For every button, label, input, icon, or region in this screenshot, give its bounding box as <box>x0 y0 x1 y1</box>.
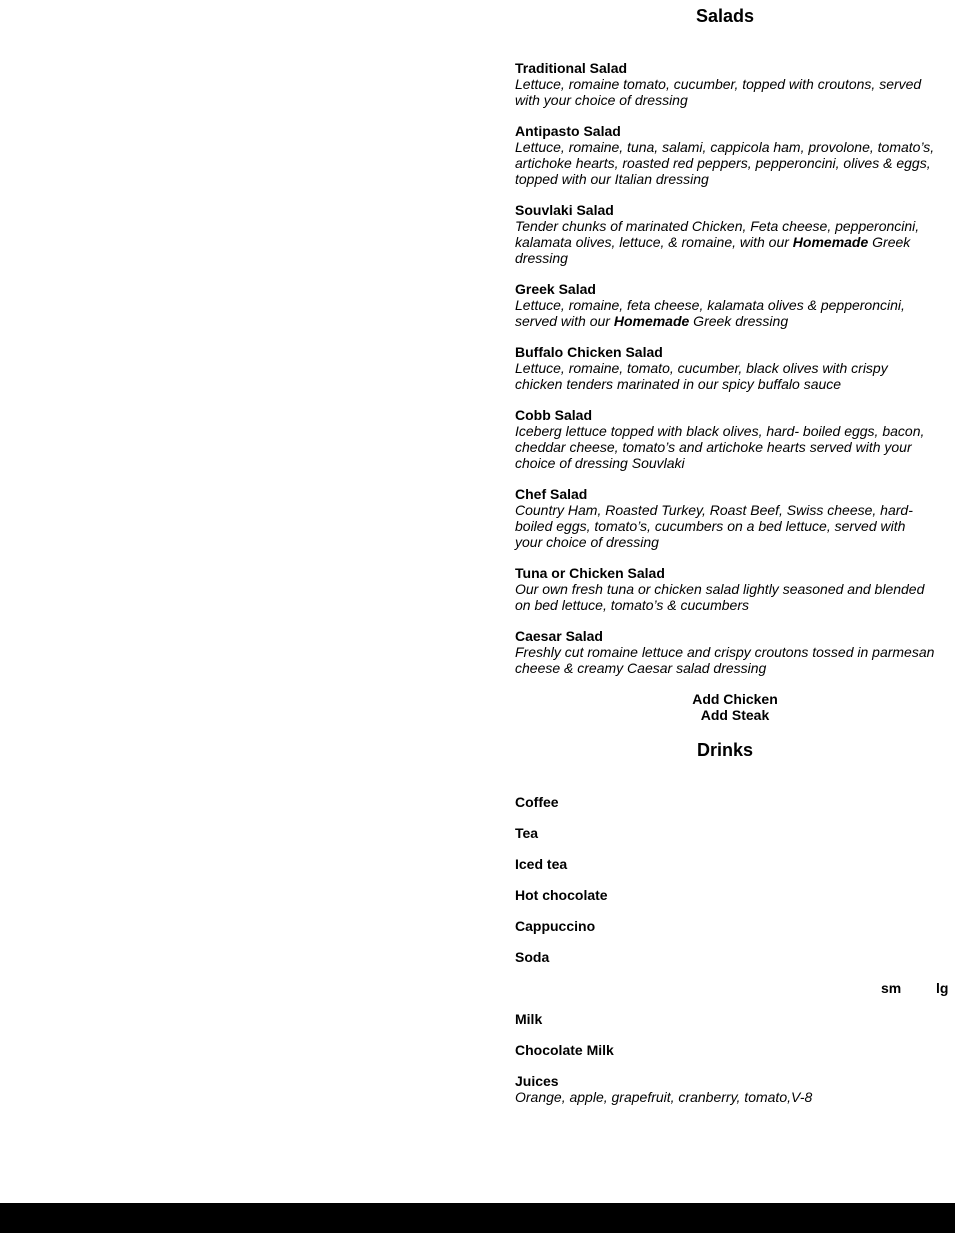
item-description: Lettuce, romaine tomato, cucumber, topped with croutons, served with your choice of dressing <box>515 76 922 108</box>
item-name: Tuna or Chicken Salad <box>515 565 665 581</box>
item-description <box>515 218 935 266</box>
drink-iced-tea: Iced tea <box>515 856 568 872</box>
item-name: Buffalo Chicken Salad <box>515 344 663 360</box>
item-name: Chef Salad <box>515 486 588 502</box>
item-name: Juices <box>515 1073 559 1089</box>
item-description: Freshly cut romaine lettuce and crispy croutons tossed in parmesan cheese & creamy Caesar salad dressing <box>515 644 935 676</box>
drink-coffee: Coffee <box>515 794 559 810</box>
menu-item-caesar-salad <box>515 628 935 676</box>
item-description <box>515 297 935 329</box>
menu-item-greek-salad <box>515 281 935 329</box>
drink-milk: Milk <box>515 1011 543 1027</box>
footer-bar <box>0 1203 955 1233</box>
desc-text: Lettuce, romaine, feta cheese, kalamata olives & pepperoncini, served with our <box>515 297 905 329</box>
menu-item-cobb-salad <box>515 407 935 471</box>
size-label-small: sm <box>881 980 902 996</box>
drink-tea: Tea <box>515 825 539 841</box>
menu-item-juices <box>515 1073 935 1105</box>
item-description: Orange, apple, grapefruit, cranberry, tomato,V-8 <box>515 1089 813 1105</box>
salads-heading: Salads <box>695 6 755 26</box>
desc-text: Greek dressing <box>689 313 789 329</box>
drink-soda: Soda <box>515 949 550 965</box>
menu-item-buffalo-chicken-salad <box>515 344 935 392</box>
desc-emphasis: Homemade <box>792 234 869 250</box>
menu-item-souvlaki-salad <box>515 202 935 266</box>
item-name: Caesar Salad <box>515 628 603 644</box>
item-description: Lettuce, romaine, tuna, salami, cappicola ham, provolone, tomato’s, artichoke hearts, roasted red peppers, pepperoncini, olives & eggs, topped with our Italian dressing <box>515 139 935 187</box>
addon-chicken: Add Chicken <box>692 691 778 707</box>
item-description: Country Ham, Roasted Turkey, Roast Beef, Swiss cheese, hard-boiled eggs, tomato’s, cucumbers on a bed lettuce, served with your choice of dressing <box>515 502 913 550</box>
menu-item-chef-salad <box>515 486 935 550</box>
item-name: Souvlaki Salad <box>515 202 614 218</box>
menu-item-traditional-salad <box>515 60 935 108</box>
menu-item-antipasto-salad <box>515 123 935 187</box>
size-label-large: lg <box>936 980 949 996</box>
addon-steak: Add Steak <box>700 707 770 723</box>
drink-hot-chocolate: Hot chocolate <box>515 887 608 903</box>
item-name: Greek Salad <box>515 281 596 297</box>
drink-cappuccino: Cappuccino <box>515 918 596 934</box>
item-name: Traditional Salad <box>515 60 628 76</box>
drink-chocolate-milk: Chocolate Milk <box>515 1042 614 1058</box>
item-description: Our own fresh tuna or chicken salad lightly seasoned and blended on bed lettuce, tomato’s & cucumbers <box>515 581 925 613</box>
item-description: Iceberg lettuce topped with black olives, hard- boiled eggs, bacon, cheddar cheese, tomato’s and artichoke hearts served with your choice of dressing Souvlaki <box>515 423 925 471</box>
item-name: Cobb Salad <box>515 407 593 423</box>
desc-emphasis: Homemade <box>613 313 690 329</box>
desc-text: Tender chunks of marinated Chicken, Feta cheese, pepperoncini, kalamata olives, lettuce, & romaine, with our <box>515 218 920 250</box>
menu-item-tuna-chicken-salad <box>515 565 935 613</box>
desc-text: Greek dressing <box>515 234 911 266</box>
drinks-heading: Drinks <box>696 740 754 760</box>
item-description: Lettuce, romaine, tomato, cucumber, black olives with crispy chicken tenders marinated in our spicy buffalo sauce <box>515 360 888 392</box>
item-name: Antipasto Salad <box>515 123 621 139</box>
